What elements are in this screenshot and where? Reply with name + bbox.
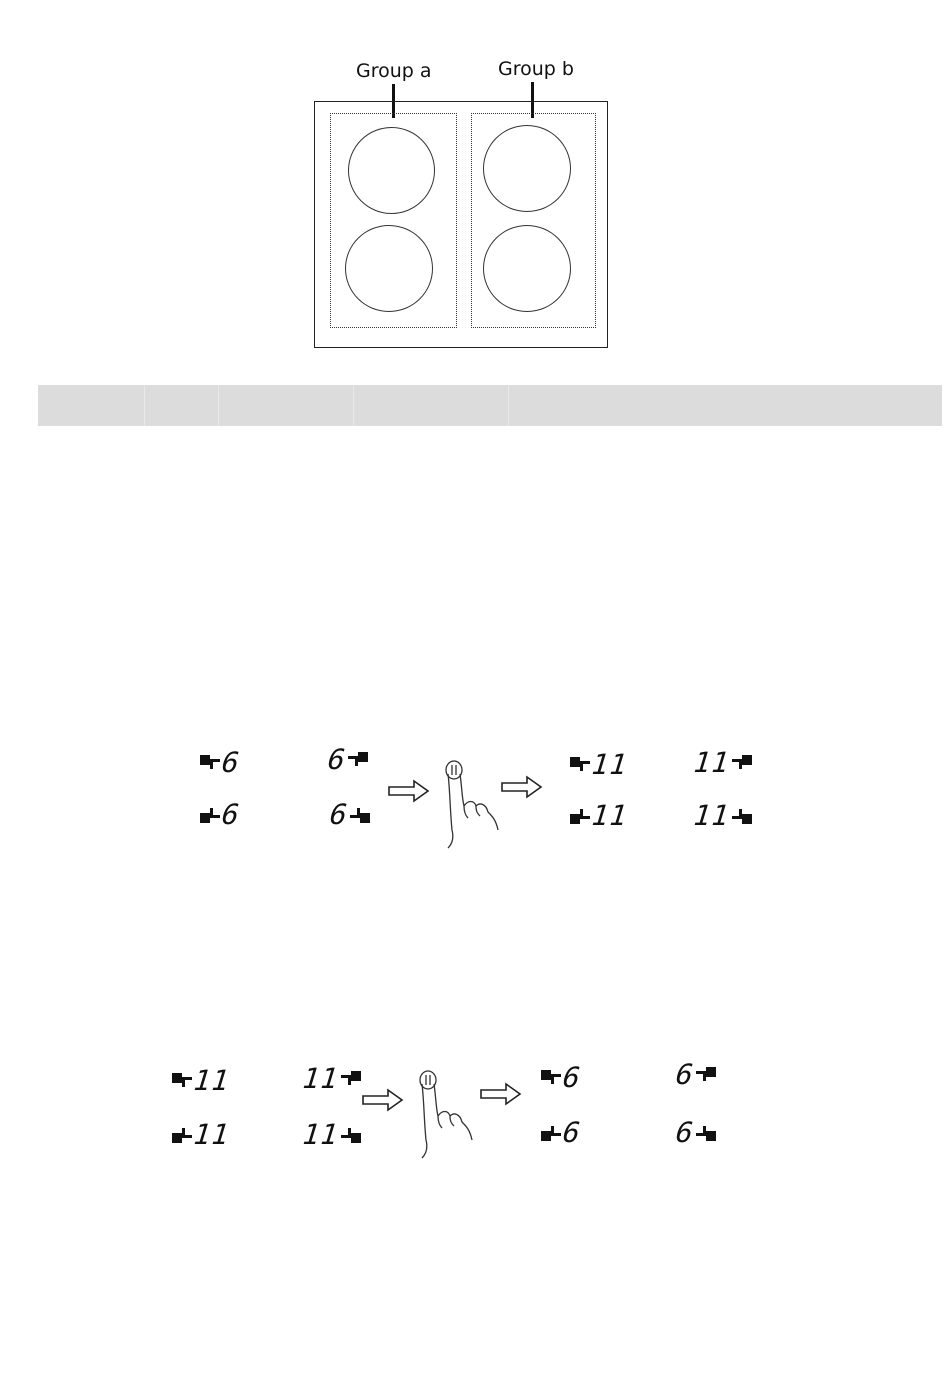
zone-indicator-icon — [541, 1123, 561, 1143]
power-level: 11 — [692, 746, 732, 779]
table-header-cell — [38, 385, 145, 426]
arrow-right-icon — [480, 1082, 522, 1106]
zone-indicator-icon — [172, 1125, 192, 1145]
display-front-left-after — [541, 1118, 581, 1148]
finger-touch-icon — [442, 760, 506, 854]
display-rear-left-before — [172, 1066, 230, 1096]
display-front-right-after — [694, 801, 752, 831]
zone-indicator-icon — [350, 805, 370, 825]
display-front-right-before — [330, 800, 370, 830]
zone-indicator-icon — [732, 753, 752, 773]
table-header-cell — [354, 385, 509, 426]
display-front-left-before — [172, 1120, 230, 1150]
zone-indicator-icon — [732, 806, 752, 826]
display-rear-right-before — [328, 745, 368, 775]
zone-indicator-icon — [696, 1065, 716, 1085]
power-level: 11 — [590, 799, 630, 832]
power-level: 11 — [692, 799, 732, 832]
cooking-zone-rear-left — [348, 127, 435, 214]
group-a-label: Group a — [356, 60, 432, 82]
display-rear-right-after — [694, 748, 752, 778]
power-level: 6 — [220, 798, 242, 831]
power-level: 11 — [192, 1064, 232, 1097]
power-level: 11 — [590, 748, 630, 781]
cooking-zone-front-right — [483, 225, 571, 312]
table-header-band — [38, 385, 942, 426]
zone-indicator-icon — [341, 1125, 361, 1145]
display-front-right-before — [303, 1120, 361, 1150]
zone-indicator-icon — [696, 1123, 716, 1143]
display-rear-left-before — [200, 748, 240, 778]
zone-indicator-icon — [200, 753, 220, 773]
display-rear-left-after — [541, 1063, 581, 1093]
display-front-left-before — [200, 800, 240, 830]
table-header-cell — [509, 385, 942, 426]
zone-indicator-icon — [341, 1069, 361, 1089]
power-level: 11 — [192, 1118, 232, 1151]
zone-indicator-icon — [570, 806, 590, 826]
power-level: 6 — [674, 1058, 696, 1091]
power-level: 11 — [301, 1062, 341, 1095]
display-rear-right-before — [303, 1064, 361, 1094]
power-level: 6 — [674, 1116, 696, 1149]
group-b-label: Group b — [498, 58, 574, 80]
display-rear-right-after — [676, 1060, 716, 1090]
power-level: 6 — [220, 746, 242, 779]
display-rear-left-after — [570, 750, 628, 780]
display-front-right-after — [676, 1118, 716, 1148]
zone-indicator-icon — [200, 805, 220, 825]
power-level: 6 — [561, 1061, 583, 1094]
arrow-right-icon — [501, 775, 543, 799]
power-level: 6 — [561, 1116, 583, 1149]
power-level: 11 — [301, 1118, 341, 1151]
table-header-cell — [145, 385, 219, 426]
zone-indicator-icon — [172, 1071, 192, 1091]
finger-touch-icon — [416, 1070, 480, 1164]
arrow-right-icon — [362, 1088, 404, 1112]
power-level: 6 — [328, 798, 350, 831]
zone-indicator-icon — [348, 750, 368, 770]
zone-indicator-icon — [570, 755, 590, 775]
display-front-left-after — [570, 801, 628, 831]
cooking-zone-rear-right — [483, 125, 571, 212]
cooking-zone-front-left — [345, 225, 433, 312]
arrow-right-icon — [388, 779, 430, 803]
table-header-cell — [219, 385, 354, 426]
power-level: 6 — [326, 743, 348, 776]
zone-indicator-icon — [541, 1068, 561, 1088]
